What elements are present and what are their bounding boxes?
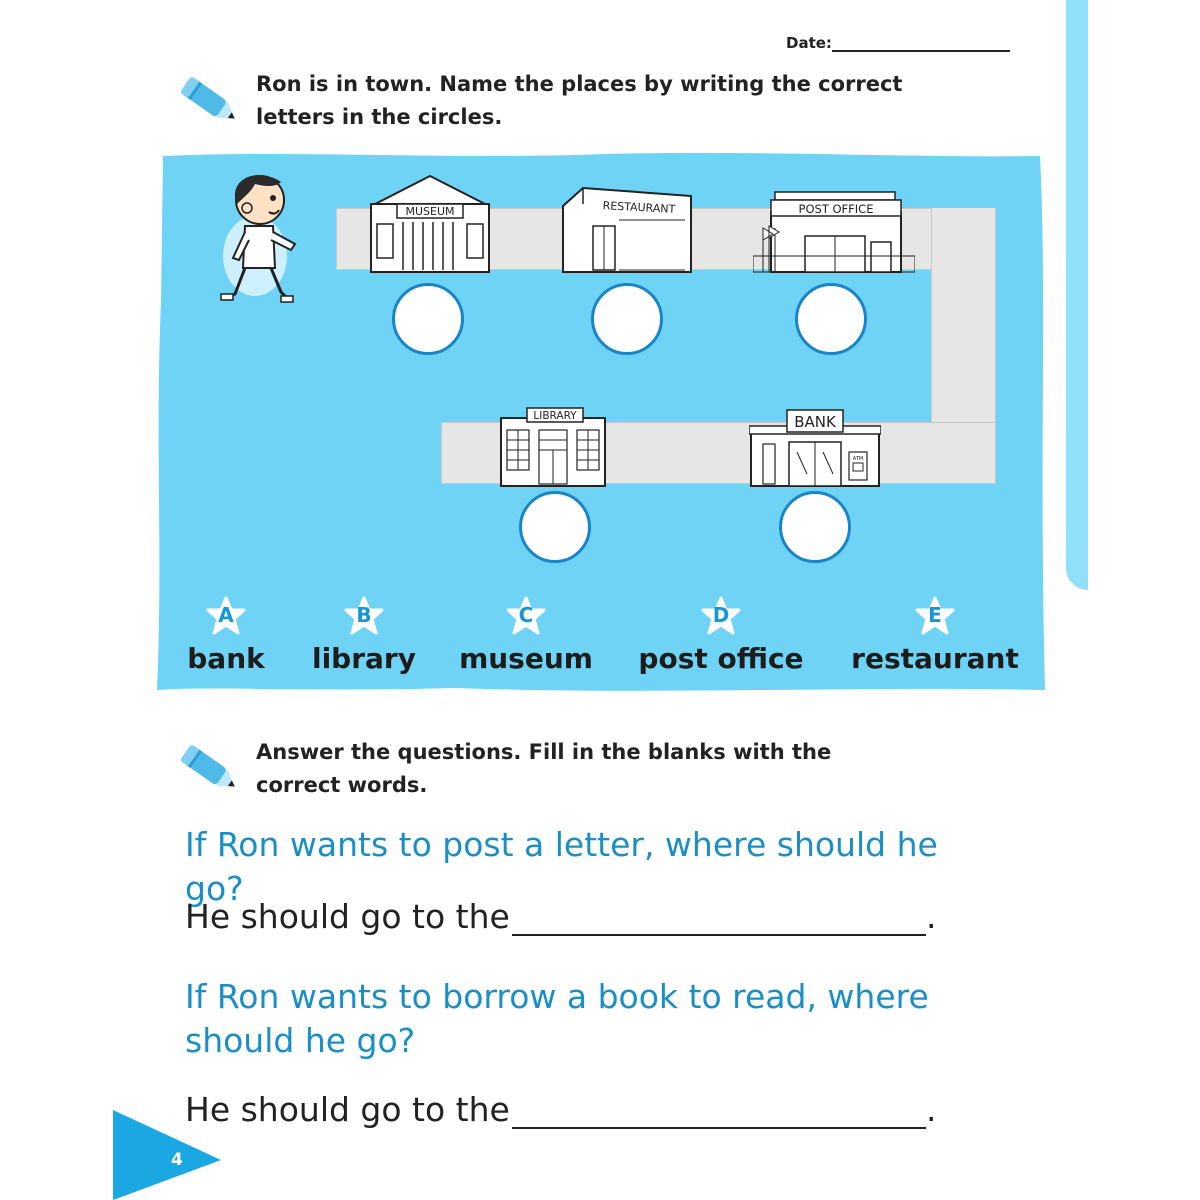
option-letter: B	[356, 603, 372, 627]
star-icon	[344, 596, 384, 636]
answer-circle-bank[interactable]	[779, 491, 851, 563]
star-icon	[701, 596, 741, 636]
museum-building	[367, 174, 493, 274]
option-word: museum	[459, 642, 593, 675]
library-sign: LIBRARY	[533, 410, 577, 422]
question-1: If Ron wants to post a letter, where should he go?	[185, 825, 938, 908]
date-label: Date:	[786, 34, 832, 52]
option-word: post office	[638, 642, 804, 675]
post-office-sign: POST OFFICE	[798, 202, 874, 216]
answer-blank-1[interactable]	[512, 934, 926, 936]
answer-circle-post-office[interactable]	[795, 283, 867, 355]
option-c	[456, 596, 596, 675]
option-letter: E	[928, 603, 942, 627]
instruction-2: Answer the questions. Fill in the blanks with the correct words.	[256, 740, 832, 797]
side-tab	[1066, 0, 1088, 590]
page-number: 4	[171, 1150, 183, 1170]
answer-blank-2[interactable]	[512, 1127, 926, 1129]
option-letter: A	[218, 603, 234, 627]
option-letter: C	[518, 603, 534, 627]
answer-circle-restaurant[interactable]	[591, 283, 663, 355]
option-letter: D	[712, 603, 730, 627]
option-a	[180, 596, 272, 675]
star-icon	[206, 596, 246, 636]
pencil-icon	[176, 72, 246, 132]
library-building	[499, 404, 607, 488]
bank-building	[749, 408, 881, 488]
post-office-building	[753, 188, 915, 274]
answer-circle-museum[interactable]	[392, 283, 464, 355]
restaurant-sign: RESTAURANT	[602, 199, 676, 216]
option-b	[304, 596, 424, 675]
atm-sign: ATM	[852, 456, 864, 462]
restaurant-building	[559, 184, 695, 274]
option-d	[626, 596, 816, 675]
museum-sign: MUSEUM	[405, 205, 455, 218]
pencil-icon	[176, 740, 246, 800]
option-word: library	[311, 642, 416, 675]
bank-sign: BANK	[794, 413, 836, 431]
answer-prefix-1: He should go to the	[185, 897, 510, 936]
date-blank[interactable]	[832, 50, 1010, 52]
option-e	[846, 596, 1024, 675]
instruction-1: Ron is in town. Name the places by writing the correct letters in the circles.	[256, 72, 903, 129]
question-2: If Ron wants to borrow a book to read, where should he go?	[185, 977, 929, 1060]
star-icon	[915, 596, 955, 636]
answer-circle-library[interactable]	[519, 491, 591, 563]
star-icon	[506, 596, 546, 636]
page-corner-triangle	[113, 1110, 221, 1200]
option-word: bank	[187, 642, 265, 675]
answer-prefix-2: He should go to the	[185, 1090, 510, 1129]
option-word: restaurant	[851, 642, 1019, 675]
period: .	[926, 897, 937, 936]
period: .	[926, 1090, 937, 1129]
ron-boy-illustration	[215, 168, 315, 313]
